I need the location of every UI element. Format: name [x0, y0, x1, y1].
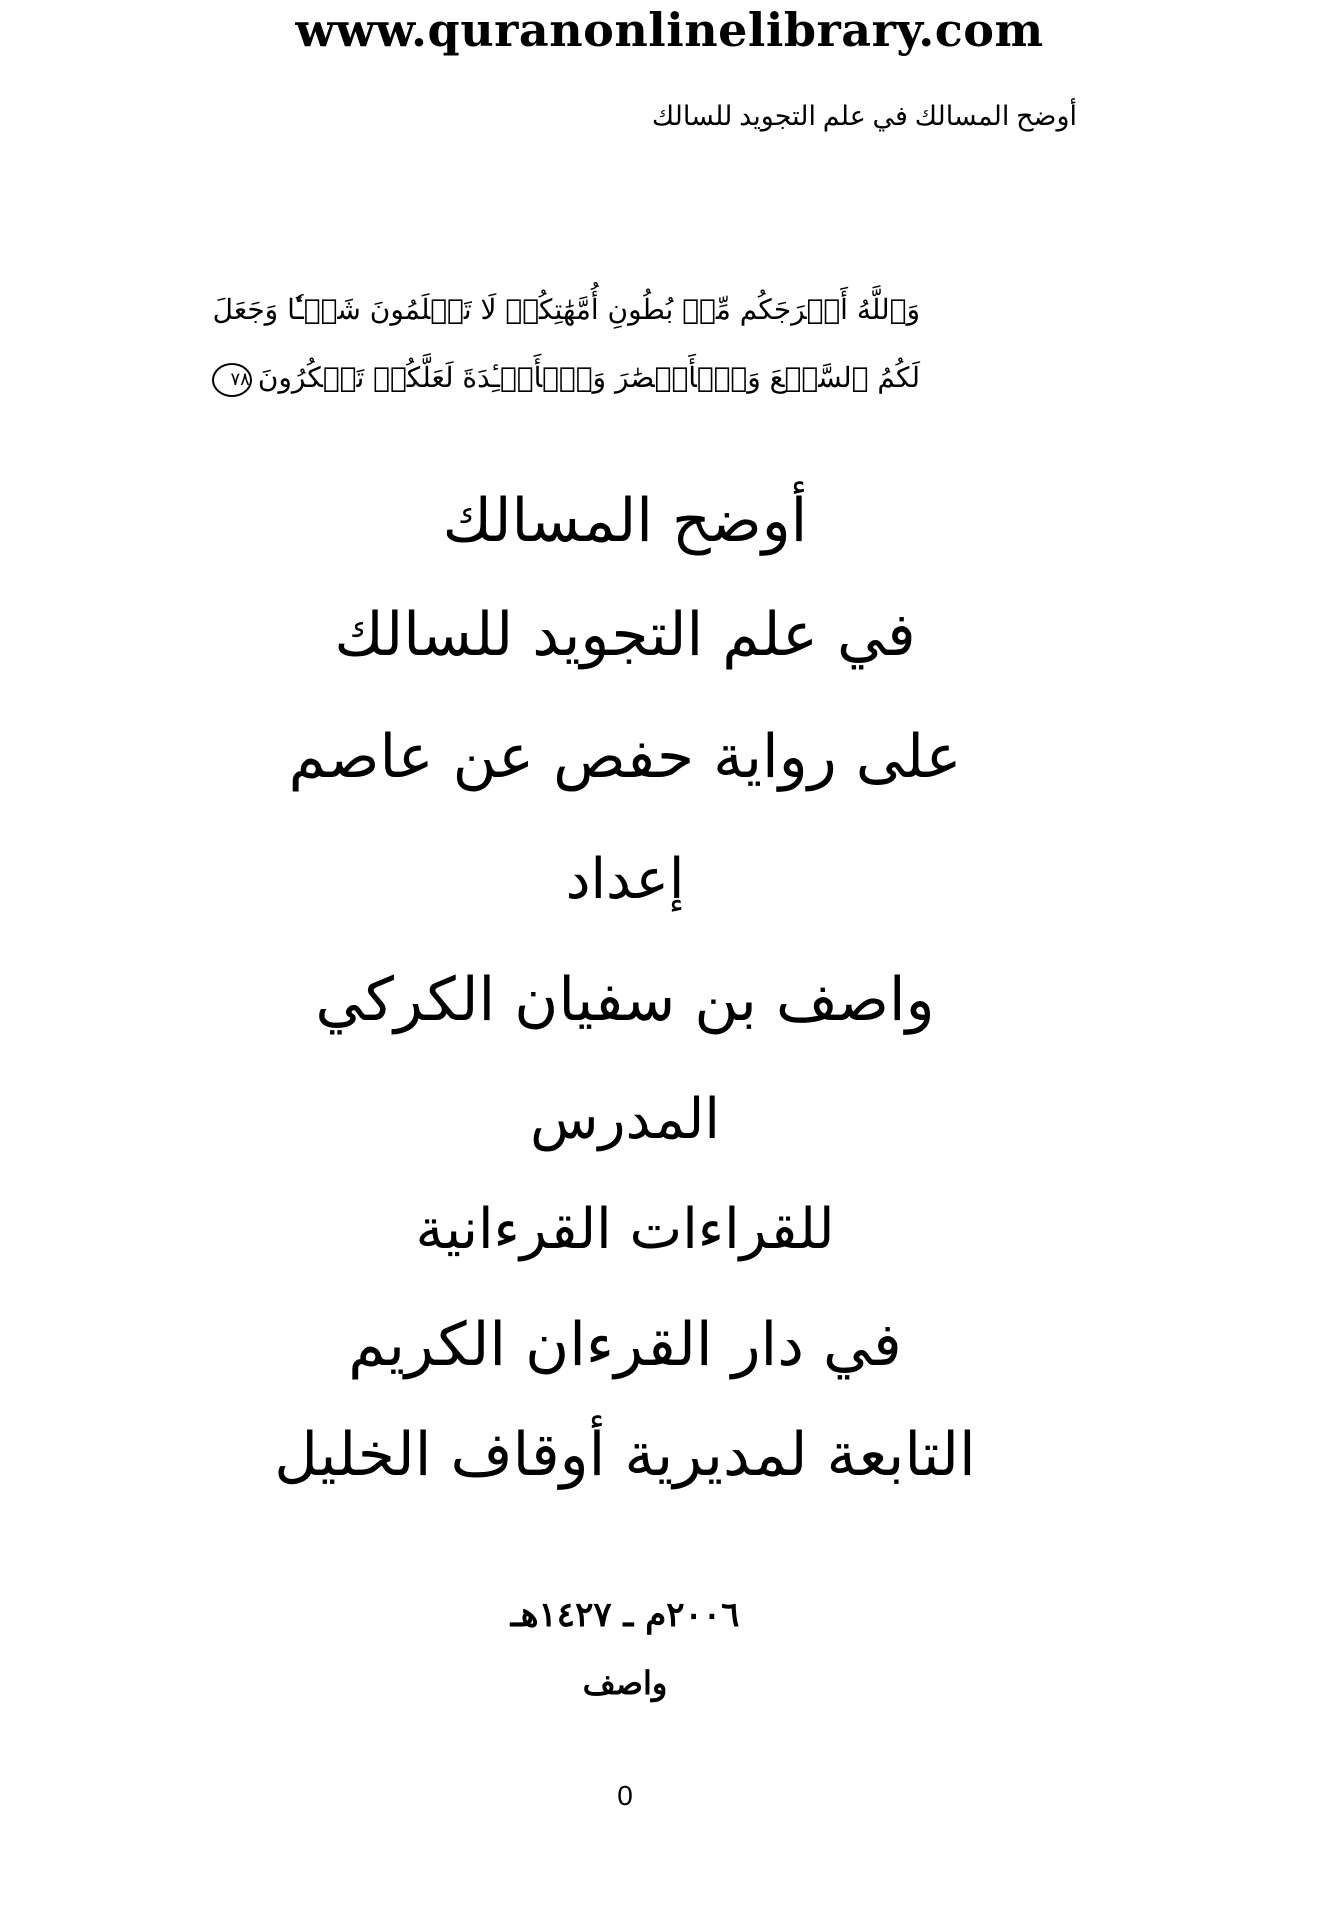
author-name: واصف بن سفيان الكركي [315, 965, 935, 1035]
publication-date: ٢٠٠٦م ـ ١٤٢٧هـ [510, 1595, 740, 1635]
author-short-name: واصف [582, 1664, 668, 1702]
site-url: www.quranonlinelibrary.com [295, 3, 1044, 57]
author-affiliation: التابعة لمديرية أوقاف الخليل [274, 1420, 976, 1490]
running-header: أوضح المسالك في علم التجويد للسالك [651, 101, 1077, 131]
book-title-line-3: على رواية حفص عن عاصم [288, 722, 962, 792]
verse-line-2-text: لَكُمُ ٱلسَّمۡعَ وَٱلۡأَبۡصَٰرَ وَٱلۡأَفۡـِٔدَةَ لَعَلَّكُمۡ تَشۡكُرُونَ [257, 361, 920, 394]
ayah-number-mark: ٧٨ [212, 363, 252, 397]
verse-line-1: وَٱللَّهُ أَخۡرَجَكُم مِّنۢ بُطُونِ أُمَّهَٰتِكُمۡ لَا تَعۡلَمُونَ شَيۡـٔٗا وَجَعَلَ [212, 293, 920, 326]
page-number: 0 [617, 1780, 633, 1811]
author-subject: للقراءات القرءانية [415, 1197, 835, 1262]
prepared-by-label: إعداد [565, 847, 685, 912]
author-role: المدرس [530, 1087, 720, 1152]
verse-line-2 [230, 353, 920, 403]
author-place: في دار القرءان الكريم [348, 1310, 902, 1380]
book-title-line-2: في علم التجويد للسالك [334, 600, 916, 670]
book-title-line-1: أوضح المسالك [442, 486, 808, 556]
